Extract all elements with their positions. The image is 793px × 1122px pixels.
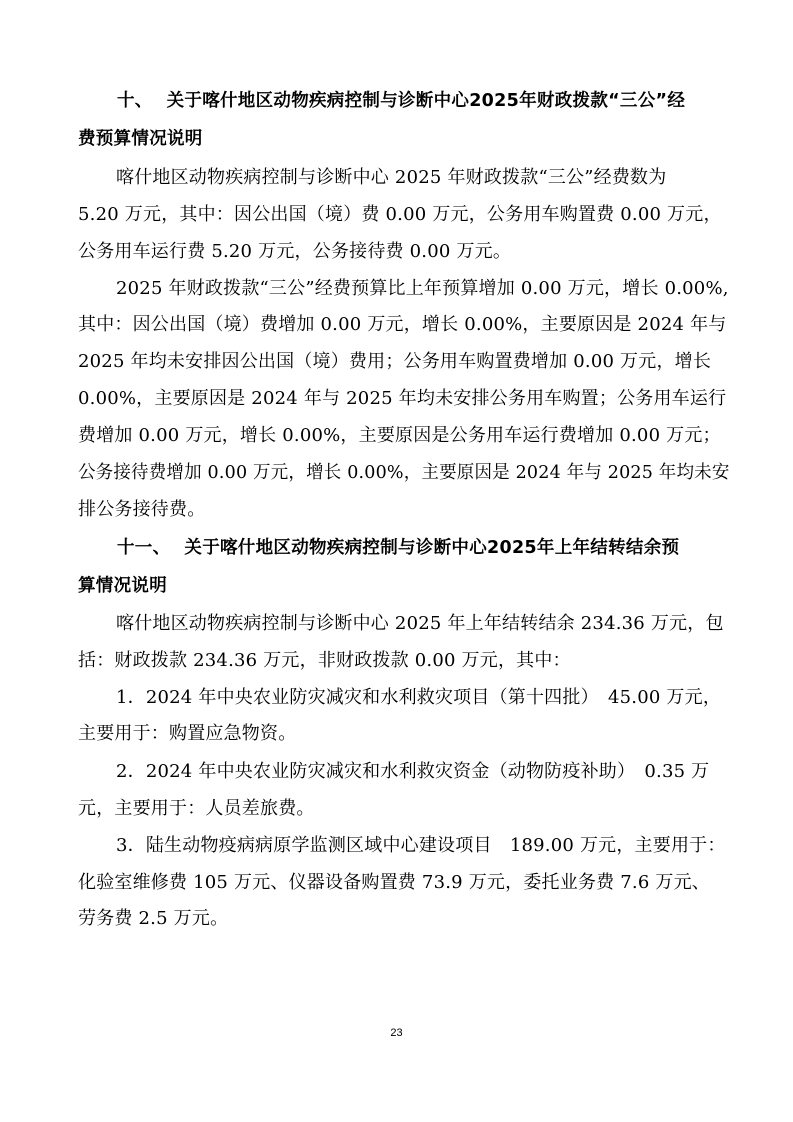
s10-p2-line4: 0.00%，主要原因是 2024 年与 2025 年均未安排公务用车购置；公务用车运行: [78, 388, 727, 409]
s10-p2-line1: 2025 年财政拨款“三公”经费预算比上年预算增加 0.00 万元，增长 0.00%,: [116, 278, 729, 299]
s11-p1-line2: 括：财政拨款 234.36 万元，非财政拨款 0.00 万元，其中：: [78, 650, 571, 671]
section-10-heading-line2: 费预算情况说明: [78, 129, 203, 149]
s10-p2-line3: 2025 年均未安排因公出国（境）费用；公务用车购置费增加 0.00 万元，增长: [78, 351, 712, 372]
section-10-title-line1: 关于喀什地区动物疾病控制与诊断中心2025年财政拨款“三公”经: [166, 91, 686, 111]
s10-p1-line1: 喀什地区动物疾病控制与诊断中心 2025 年财政拨款“三公”经费数为: [116, 167, 667, 188]
s11-item1-line1: 1．2024 年中央农业防灾减灾和水利救灾项目（第十四批） 45.00 万元，: [116, 687, 722, 708]
s10-p2-line5: 费增加 0.00 万元，增长 0.00%，主要原因是公务用车运行费增加 0.00 万元；: [78, 425, 721, 446]
s11-item2-line1: 2．2024 年中央农业防灾减灾和水利救灾资金（动物防疫补助） 0.35 万: [116, 761, 710, 782]
section-11-heading: [117, 536, 679, 560]
s10-p2-line2: 其中：因公出国（境）费增加 0.00 万元，增长 0.00%，主要原因是 2024 年与: [78, 314, 727, 335]
section-11-number: 十一、: [117, 538, 171, 558]
section-11-title-line1: 关于喀什地区动物疾病控制与诊断中心2025年上年结转结余预: [184, 538, 680, 558]
s11-item3-line1: 3．陆生动物疫病病原学监测区域中心建设项目 189.00 万元，主要用于：: [116, 835, 726, 856]
s11-p1-line1: 喀什地区动物疾病控制与诊断中心 2025 年上年结转结余 234.36 万元，包: [116, 613, 724, 634]
s11-item1-line2: 主要用于：购置应急物资。: [78, 723, 297, 744]
section-10-heading: [117, 89, 685, 113]
page-number: 23: [390, 1027, 403, 1039]
s10-p1-line2: 5.20 万元，其中：因公出国（境）费 0.00 万元，公务用车购置费 0.00 万元，: [78, 204, 722, 225]
section-11-heading-line2: 算情况说明: [78, 576, 167, 596]
s10-p1-line3: 公务用车运行费 5.20 万元，公务接待费 0.00 万元。: [78, 241, 512, 262]
s11-item3-line3: 劳务费 2.5 万元。: [78, 908, 229, 929]
section-10-number: 十、: [117, 91, 153, 111]
s11-item2-line2: 元，主要用于：人员差旅费。: [78, 798, 315, 819]
s10-p2-line7: 排公务接待费。: [78, 499, 206, 520]
s11-item3-line2: 化验室维修费 105 万元、仪器设备购置费 73.9 万元，委托业务费 7.6 万元、: [78, 872, 710, 893]
s10-p2-line6: 公务接待费增加 0.00 万元，增长 0.00%，主要原因是 2024 年与 2025 年均未安: [78, 462, 730, 483]
